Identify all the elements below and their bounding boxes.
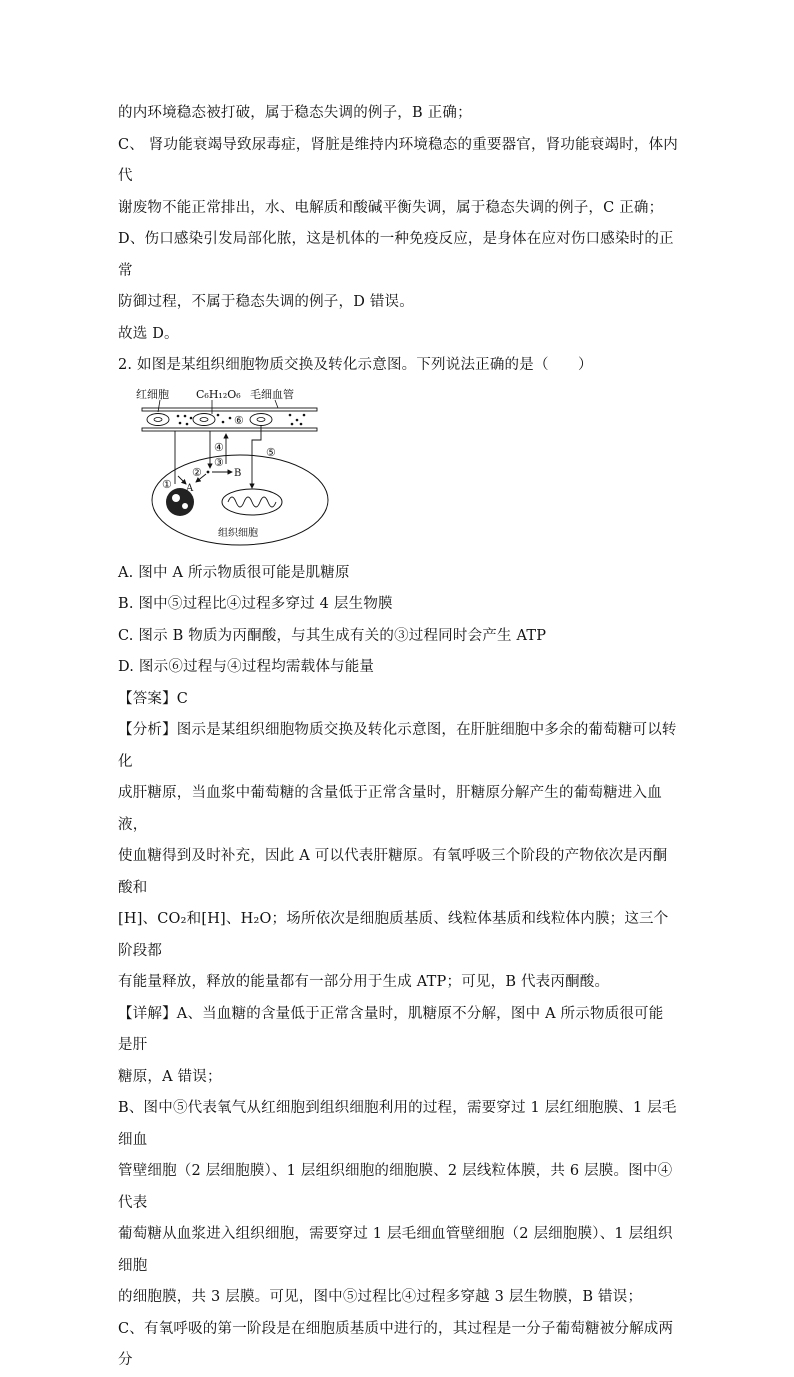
option-c: C. 图示 B 物质为丙酮酸，与其生成有关的③过程同时会产生 ATP: [118, 627, 547, 644]
analysis-line: [H]、CO₂和[H]、H₂O；场所依次是细胞质基质、线粒体基质和线粒体内膜；这三个阶段都: [118, 911, 669, 959]
detail-line: 【详解】A、当血糖的含量低于正常含量时，肌糖原不分解，图中 A 所示物质很可能是肝: [118, 1005, 664, 1053]
label-A: A: [186, 482, 194, 494]
paragraph-line: 谢废物不能正常排出，水、电解质和酸碱平衡失调，属于稳态失调的例子，C 正确；: [118, 199, 664, 216]
answer-line: 【答案】C: [118, 690, 189, 707]
label-process-1: ①: [162, 477, 172, 491]
paragraph-line: 防御过程，不属于稳态失调的例子，D 错误。: [118, 294, 414, 310]
detail-line: 管壁细胞（2 层细胞膜）、1 层组织细胞的细胞膜、2 层线粒体膜，共 6 层膜。图中④代表: [118, 1163, 673, 1211]
label-tissue-cell: 组织细胞: [218, 527, 258, 539]
capillary-wall-top: [142, 408, 317, 411]
label-process-2: ②: [192, 465, 202, 479]
label-B: B: [234, 467, 242, 479]
rbc-shape: [147, 413, 169, 425]
capillary-wall-bottom: [142, 428, 317, 431]
rbc-shape: [250, 413, 272, 425]
analysis-line: 成肝糖原，当血浆中葡萄糖的含量低于正常含量时，肝糖原分解产生的葡萄糖进入血液，: [118, 785, 662, 833]
analysis-line: 【分析】图示是某组织细胞物质交换及转化示意图，在肝脏细胞中多余的葡萄糖可以转化: [118, 722, 677, 770]
arrow-process-5: [252, 426, 261, 488]
detail-line: 葡萄糖从血浆进入组织细胞，需要穿过 1 层毛细血管壁细胞（2 层细胞膜）、1 层组织细胞: [118, 1226, 673, 1274]
label-process-6: ⑥: [234, 413, 244, 427]
analysis-line: 有能量释放，释放的能量都有一部分用于生成 ATP；可见，B 代表丙酮酸。: [118, 974, 610, 990]
paragraph-line: C、 肾功能衰竭导致尿毒症，肾脏是维持内环境稳态的重要器官，肾功能衰竭时，体内代: [118, 136, 679, 184]
label-process-4: ④: [214, 440, 224, 454]
label-process-5: ⑤: [266, 445, 276, 459]
label-glucose: C₆H₁₂O₆: [196, 387, 241, 401]
document-page: [118, 98, 678, 1377]
rbc-shape: [193, 413, 215, 425]
detail-line: 的细胞膜，共 3 层膜。可见，图中⑤过程比④过程多穿越 3 层生物膜，B 错误；: [118, 1289, 643, 1305]
paragraph-line: 故选 D。: [118, 325, 179, 342]
paragraph-line: D、伤口感染引发局部化脓，这是机体的一种免疫反应，是身体在应对伤口感染时的正常: [118, 231, 674, 279]
cell-exchange-diagram: [130, 384, 420, 554]
option-b: B. 图中⑤过程比④过程多穿过 4 层生物膜: [118, 596, 393, 612]
label-process-3: ③: [214, 455, 224, 469]
option-a: A. 图中 A 所示物质很可能是肌糖原: [118, 564, 350, 581]
detail-line: 糖原，A 错误；: [118, 1068, 222, 1085]
detail-line: C、有氧呼吸的第一阶段是在细胞质基质中进行的，其过程是一分子葡萄糖被分解成两分: [118, 1320, 674, 1368]
paragraph-line: 的内环境稳态被打破，属于稳态失调的例子，B 正确；: [118, 105, 472, 121]
option-d: D. 图示⑥过程与④过程均需载体与能量: [118, 659, 375, 675]
question-stem: 2. 如图是某组织细胞物质交换及转化示意图。下列说法正确的是（ ）: [118, 357, 593, 373]
label-rbc: 红细胞: [136, 387, 169, 401]
detail-line: B、图中⑤代表氧气从红细胞到组织细胞利用的过程，需要穿过 1 层红细胞膜、1 层毛细血: [118, 1100, 677, 1148]
label-capillary: 毛细血管: [250, 387, 294, 401]
analysis-line: 使血糖得到及时补充，因此 A 可以代表肝糖原。有氧呼吸三个阶段的产物依次是丙酮酸和: [118, 848, 668, 896]
